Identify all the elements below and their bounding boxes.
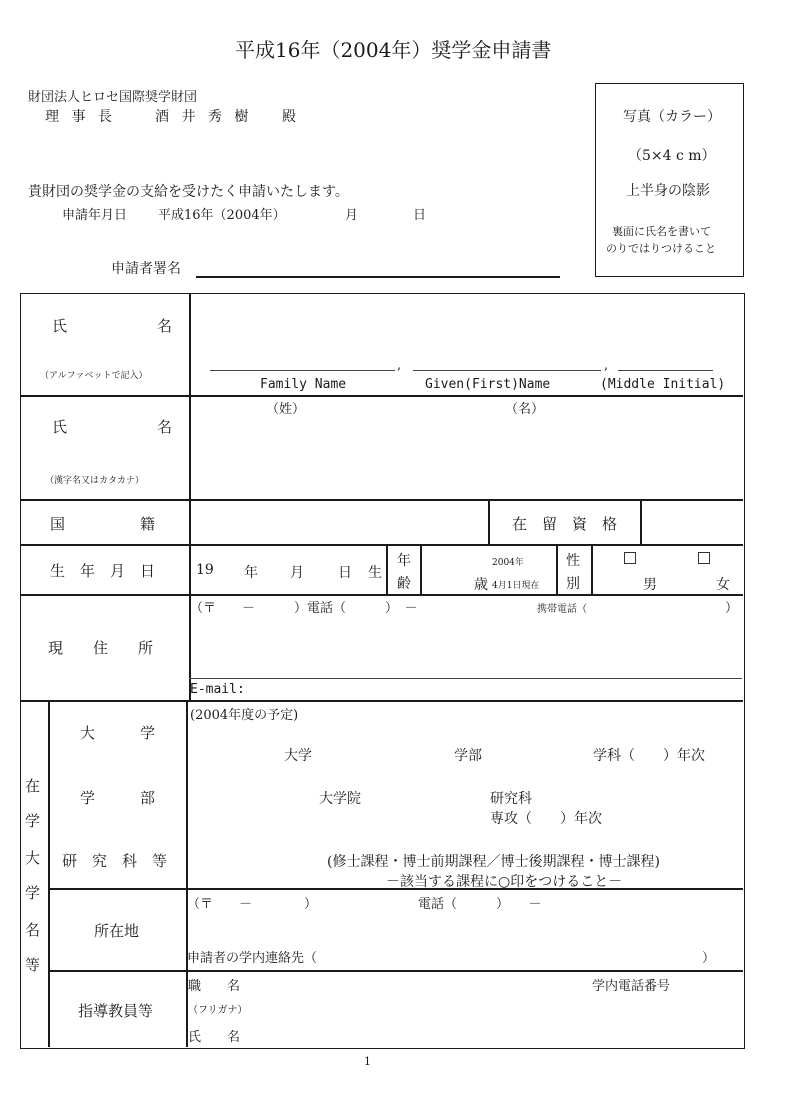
location-label: 所在地: [94, 922, 140, 940]
nationality-field[interactable]: [192, 502, 487, 542]
mei-caption: （名）: [505, 402, 545, 417]
campus-contact-close: ）: [702, 951, 716, 966]
birth-year-prefix: 19: [196, 562, 214, 578]
university-label: 大 学: [80, 724, 156, 742]
birthdate-label: 生 年 月 日: [50, 562, 156, 580]
senko-caption: 専攻（ ）年次: [490, 811, 602, 827]
given-name-caption: Given(First)Name: [425, 377, 551, 392]
name-kanji-label: 氏 名: [52, 418, 173, 436]
male-checkbox[interactable]: [624, 552, 636, 564]
family-name-line[interactable]: [210, 370, 395, 371]
photo-note1: 裏面に氏名を書いて: [612, 225, 711, 238]
age-year: 2004年: [492, 558, 524, 568]
name-kanji-field[interactable]: [192, 420, 740, 496]
male-label: 男: [643, 577, 657, 593]
kenkyuka-caption: 研究科: [490, 791, 532, 807]
name-alpha-label: 氏 名: [52, 317, 173, 335]
advisor-furigana: （フリガナ）: [188, 1005, 248, 1016]
advisor-label: 指導教員等: [78, 1002, 154, 1020]
school-side-divider: [48, 701, 50, 1047]
sex-label-top: 性: [566, 553, 580, 569]
photo-note2: のりではりつけること: [606, 242, 716, 255]
request-sentence: 貴財団の奨学金の支給を受けたく申請いたします。: [28, 184, 349, 200]
plan-note: (2004年度の予定): [190, 708, 299, 723]
date-era: 平成16年（2004年）: [158, 208, 286, 223]
school-side-char-2: 学: [25, 812, 41, 830]
female-checkbox[interactable]: [698, 552, 710, 564]
age-sai: 歳: [474, 577, 488, 593]
address-field[interactable]: [192, 618, 740, 676]
sex-label-bottom: 別: [566, 576, 580, 592]
date-month: 月: [345, 208, 359, 223]
birth-month: 月: [290, 565, 304, 581]
school-side-char-3: 大: [25, 849, 41, 867]
course-note: －該当する課程に○印をつけること－: [386, 874, 623, 890]
age-label-bottom: 齢: [397, 576, 411, 592]
photo-line2: （5×4 c m）: [628, 148, 716, 164]
chairman-name: 酒 井 秀 樹: [155, 109, 253, 125]
photo-line1: 写真（カラー）: [623, 109, 721, 125]
school-side-char-4: 学: [25, 884, 41, 902]
name-alpha-sub: （アルファベットで記入）: [40, 371, 148, 381]
school-label-divider: [186, 701, 188, 1047]
signature-label: 申請者署名: [111, 261, 181, 277]
birth-day: 日: [338, 565, 352, 581]
advisor-campus-phone: 学内電話番号: [592, 979, 671, 994]
female-label: 女: [716, 577, 730, 593]
school-address-field[interactable]: [190, 912, 740, 942]
label-divider: [189, 294, 191, 701]
school-postal: （〒 － ）: [187, 897, 318, 912]
address-label: 現 住 所: [48, 639, 154, 657]
age-label-top: 年: [397, 553, 411, 569]
birth-born: 生: [368, 565, 382, 581]
sei-caption: （姓）: [266, 402, 306, 417]
school-side-char-6: 等: [25, 956, 41, 974]
honorific: 殿: [282, 109, 296, 125]
daigakuin-caption: 大学院: [319, 791, 361, 807]
mobile-label: 携帯電話（: [537, 604, 587, 615]
school-phone: 電話（ ） －: [418, 897, 542, 912]
org-name: 財団法人ヒロセ国際奨学財団: [28, 90, 198, 105]
residence-status-field[interactable]: [643, 502, 740, 542]
chairman-role: 理 事 長: [45, 109, 116, 125]
faculty-label: 学 部: [80, 789, 156, 807]
gakka-caption: 学科（ ）年次: [593, 748, 705, 764]
page-number: 1: [364, 1055, 371, 1068]
school-side-char-1: 在: [25, 777, 41, 795]
comma-2: ,: [604, 358, 609, 373]
school-side-char-5: 名: [25, 921, 41, 939]
address-postal-phone: （〒 － ）電話（ ） －: [190, 601, 418, 616]
signature-line[interactable]: [196, 276, 560, 278]
advisor-job-title: 職 名: [188, 979, 241, 994]
comma-1: ,: [397, 358, 402, 373]
email-label: E-mail:: [190, 682, 245, 697]
middle-initial-line[interactable]: [618, 370, 713, 371]
daigaku-caption: 大学: [284, 748, 312, 764]
photo-line3: 上半身の陰影: [626, 183, 710, 199]
mobile-close: ）: [725, 601, 739, 616]
advisor-name: 氏 名: [188, 1030, 241, 1045]
family-name-caption: Family Name: [260, 377, 347, 392]
given-name-line[interactable]: [413, 370, 601, 371]
date-label: 申請年月日: [62, 208, 128, 223]
campus-contact: 申請者の学内連絡先（: [187, 951, 318, 966]
residence-status-label: 在 留 資 格: [512, 515, 618, 533]
date-day: 日: [413, 208, 427, 223]
gakubu-caption: 学部: [454, 748, 482, 764]
age-note: 4月1日現在: [492, 581, 540, 591]
course-options: (修士課程・博士前期課程／博士後期課程・博士課程): [327, 854, 660, 870]
birth-year: 年: [244, 565, 258, 581]
nationality-label: 国 籍: [50, 515, 156, 533]
name-kanji-sub: （漢字名又はカタカナ）: [45, 476, 145, 486]
graduate-school-label: 研 究 科 等: [62, 852, 168, 870]
page-title: 平成16年（2004年）奨学金申請書: [235, 38, 552, 62]
middle-initial-caption: (Middle Initial): [600, 377, 726, 392]
